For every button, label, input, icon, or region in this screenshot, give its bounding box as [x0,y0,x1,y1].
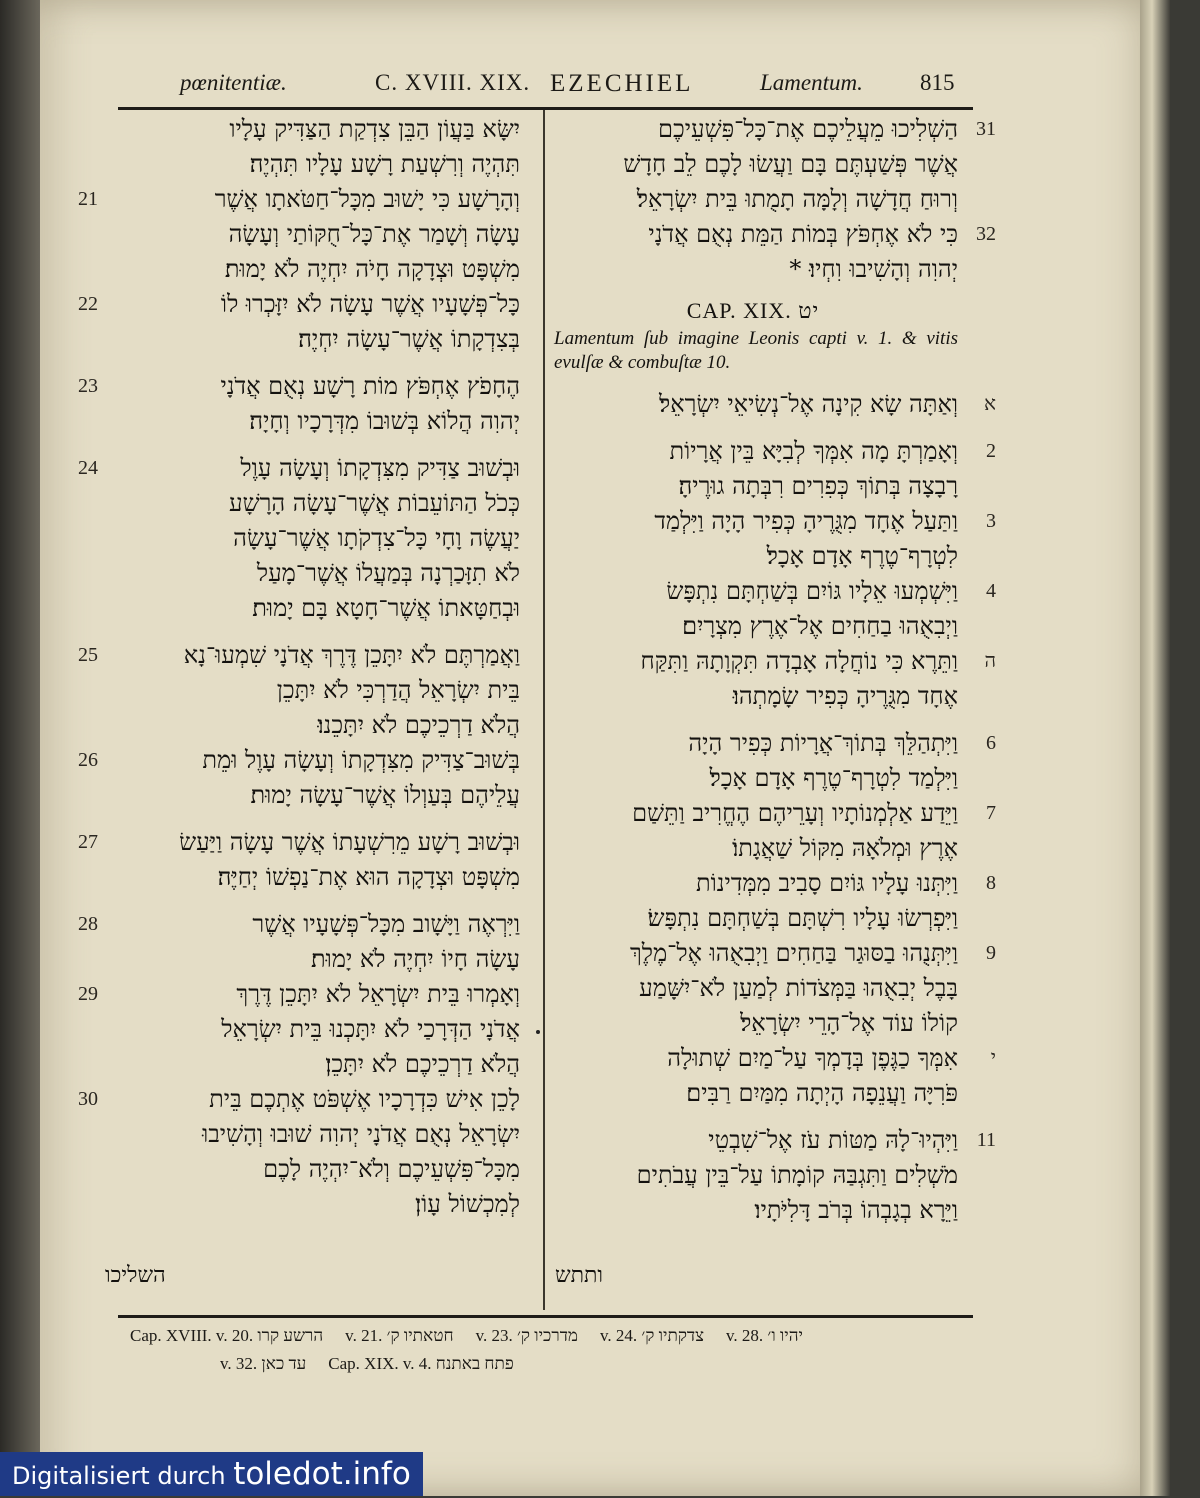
hebrew-text: אֲשֶׁר פְּשַׁעְתֶּם בָּם וַעֲשׂוּ לָכֶם לֵב חָדָשׁ [623,150,958,178]
masora-footnotes [130,1322,960,1378]
hebrew-text: הֲלֹא דַרְכֵיכֶם לֹא יִתָּכֵן׃ [325,1050,520,1078]
text-line [548,1006,958,1041]
verse-number: 7 [986,802,996,824]
text-line [100,673,520,708]
verse-number: 31 [976,118,996,140]
hebrew-text: בָּבֶל יְבִאֻהוּ בַּמְּצֹדוֹת לְמַעַן לֹא־יִשָּׁמַע [639,974,958,1002]
ink-dot [536,1030,540,1034]
text-line [78,451,520,486]
hebrew-text: מֹשְׁלִים וַתִּגְבַּהּ קוֹמָתוֹ עַל־בֵּין עֲבֹתִים [636,1161,958,1189]
hebrew-text: וְרוּחַ חֲדָשָׁה וְלָמָּה תָמֻתוּ בֵּית יִשְׂרָאֵל׃ [636,185,958,213]
chapter-summary: Lamentum ſub imagine Leonis capti v. 1. & vitis evulſæ & combuſtæ 10. [554,328,958,373]
verse-number: 21 [78,188,98,210]
hebrew-text: אֲדֹנָי הַדְּרָכַי לֹא יִתָּכְנוּ בֵּית יִשְׂרָאֵל [221,1015,520,1043]
hebrew-text: לֹא תִזָּכַרְנָה בְּמַעֲלוֹ אֲשֶׁר־מָעַל [256,559,520,587]
hebrew-text: אֶרֶץ וּמְלֹאָהּ מִקּוֹל שַׁאֲגָתוֹ׃ [732,834,958,862]
text-line [548,252,958,287]
verse-gap [100,357,520,369]
hebrew-text: כָּל־פְּשָׁעָיו אֲשֶׁר עָשָׂה לֹא יִזָּכְרוּ לוֹ [220,290,520,318]
footer-rule [118,1315,973,1318]
hebrew-text: וְאַתָּה שָׂא קִינָה אֶל־נְשִׂיאֵי יִשְׂרָאֵל׃ [659,390,958,418]
text-line [100,147,520,182]
verse-gap [548,1111,958,1123]
footnote-entry: v. 24. צדקתיו ק׳ [599,1326,705,1345]
text-line [100,708,520,743]
text-line [548,1193,958,1228]
verse-number: 26 [78,749,98,771]
footnote-entry: Cap. XVIII. v. 20. הרשע קרו [130,1326,324,1345]
text-line [78,369,520,404]
hebrew-text: בֵּית יִשְׂרָאֵל הֲדַרְכִּי לֹא יִתָּכֵן [276,676,520,704]
text-line [78,825,520,860]
verse-number: ה [984,650,996,672]
text-line [548,434,996,469]
text-line [100,556,520,591]
text-line [100,486,520,521]
text-line [548,387,996,422]
text-line [100,252,520,287]
hebrew-text: לִטְרָף־טֶרֶף אָדָם אָכָל׃ [766,542,958,570]
text-line [548,1041,996,1076]
text-line [548,574,996,609]
text-line [78,638,520,673]
hebrew-text: יְהוִה וְהָשִׁיבוּ וִחְיוּ׃ * [789,255,958,283]
verse-number: 2 [986,440,996,462]
hebrew-text: בְּצִדְקָתוֹ אֲשֶׁר־עָשָׂה יִחְיֶה׃ [298,325,520,353]
chapter-heading: CAP. XIX. יט [686,298,820,323]
text-line [548,469,958,504]
right-column-bottom [548,387,996,1228]
right-column-top [548,112,996,287]
verse-number: 22 [78,293,98,315]
hebrew-text: תִּהְיֶה וְרִשְׁעַת רָשָׁע עָלָיו תִּהְיֶה׃ [249,150,520,178]
text-line [548,831,958,866]
text-line [548,644,996,679]
verse-gap [100,895,520,907]
text-line [100,1117,520,1152]
verse-number: 32 [976,223,996,245]
verse-number: 6 [986,732,996,754]
text-line [548,1123,996,1158]
text-line [548,936,996,971]
text-line [100,591,520,626]
left-column [78,112,520,1222]
hebrew-text: יַעֲשֶׂה וָחָי כָּל־צִדְקֹתָו אֲשֶׁר־עָשָׂה [233,524,520,552]
hebrew-text: וּבְשׁוּב רָשָׁע מֵרִשְׁעָתוֹ אֲשֶׁר עָשָׂה וַיַּעַשׂ [179,828,520,856]
text-line [100,217,520,252]
verse-number: 23 [78,375,98,397]
verse-gap [100,813,520,825]
text-line [78,1082,520,1117]
hebrew-text: אֶחָד מִגֻּרֶיהָ כְּפִיר שָׂמָתְהוּ׃ [732,682,958,710]
text-line [548,796,996,831]
catchword-left: השליכו [105,1263,166,1288]
hebrew-text: וַתֵּרֶא כִּי נוֹחֲלָה אָבְדָה תִּקְוָתָהּ וַתִּקַּח [640,647,958,675]
verse-number: 25 [78,644,98,666]
hebrew-text: וְאָמְרוּ בֵּית יִשְׂרָאֵל לֹא יִתָּכֵן דֶּרֶךְ [236,980,520,1008]
hebrew-text: וַיֵּדַע אַלְמְנוֹתָיו וְעָרֵיהֶם הֶחֱרִיב וַתֵּשַׁם [632,799,958,827]
footnote-row [130,1350,960,1378]
hebrew-text: עָשָׂה חָיוֹ יִחְיֶה לֹא יָמוּת׃ [310,945,520,973]
hebrew-text: וַיִּרְאֶה וַיָּשָׁוב מִכָּל־פְּשָׁעָיו אֲשֶׁר [252,910,520,938]
hebrew-text: יְהוִה הֲלוֹא בְּשׁוּבוֹ מִדְּרָכָיו וְחָיָה׃ [249,407,520,435]
hebrew-text: יִשְׂרָאֵל נְאֻם אֲדֹנָי יְהוִה שׁוּבוּ וְהָשִׁיבוּ [202,1120,520,1148]
verse-number: 8 [986,872,996,894]
text-line [548,971,958,1006]
hebrew-text: וַיִּתְּנוּ עָלָיו גּוֹיִם סָבִיב מִמְּדִינוֹת [695,869,958,897]
hebrew-text: כְּכֹל הַתּוֹעֵבוֹת אֲשֶׁר־עָשָׂה הָרָשָׁע [229,489,520,517]
hebrew-text: הַשְׁלִיכוּ מֵעֲלֵיכֶם אֶת־כָּל־פִּשְׁעֵיכֶם [658,115,958,143]
text-line [78,977,520,1012]
hebrew-text: וְהָרָשָׁע כִּי יָשׁוּב מִכָּל־חַטֹּאתָו אֲשֶׁר [214,185,520,213]
text-line [78,743,520,778]
text-line [548,112,996,147]
text-line [548,147,958,182]
footnote-entry: v. 21. חטאתיו ק׳ [345,1326,454,1345]
column-divider [543,110,545,1310]
page-edge [1140,0,1170,1496]
hebrew-text: וַיִּלְמַד לִטְרָף־טֶרֶף אָדָם אָכָל׃ [709,764,958,792]
book-spine [0,0,40,1496]
footnote-entry: v. 23. מדרכיו ק׳ [475,1326,578,1345]
header-left: pœnitentiæ. [180,70,287,95]
hebrew-text: מִשְׁפָּט וּצְדָקָה חָיֹה יִחְיֶה לֹא יָמוּת׃ [224,255,520,283]
verse-gap [100,439,520,451]
text-line [100,1047,520,1082]
verse-gap [548,422,958,434]
verse-number: 28 [78,913,98,935]
header-right: Lamentum. [760,70,863,95]
hebrew-text: וַיִּהְיוּ־לָהּ מַטּוֹת עֹז אֶל־שִׁבְטֵי [708,1126,958,1154]
running-header [130,70,970,104]
page-number: 815 [920,70,955,95]
watermark-prefix: Digitalisiert durch [12,1462,226,1490]
hebrew-text: וַיִּשְׁמְעוּ אֵלָיו גּוֹיִם בְּשַׁחְתָּם נִתְפָּשׂ [666,577,958,605]
text-line [100,1187,520,1222]
text-line [548,609,958,644]
text-line [100,860,520,895]
hebrew-text: קוֹלוֹ עוֹד אֶל־הָרֵי יִשְׂרָאֵל׃ [740,1009,958,1037]
text-line [548,726,996,761]
text-line [100,404,520,439]
footnote-row [130,1322,960,1350]
verse-number: 4 [986,580,996,602]
right-column [548,112,996,1228]
text-line [100,1012,520,1047]
hebrew-text: הֶחָפֹץ אֶחְפֹּץ מוֹת רָשָׁע נְאֻם אֲדֹנָי [220,372,520,400]
hebrew-text: רָבָצָה בְּתוֹךְ כְּפִרִים רִבְּתָה גוּרֶיהָ׃ [678,472,958,500]
hebrew-text: וּבְשׁוּב צַדִּיק מִצִּדְקָתוֹ וְעָשָׂה עָוֶל [240,454,520,482]
text-line [548,679,958,714]
hebrew-text: וְאָמַרְתָּ מָה אִמְּךָ לְבִיָּא בֵּין אֲרָיוֹת [669,437,958,465]
text-line [100,778,520,813]
verse-number: א [983,393,996,415]
verse-number: 3 [986,510,996,532]
text-line [78,907,520,942]
hebrew-text: וַאֲמַרְתֶּם לֹא יִתָּכֵן דֶּרֶךְ אֲדֹנָי שִׁמְעוּ־נָא [183,641,520,669]
verse-number: 11 [976,1129,996,1151]
text-line [100,942,520,977]
text-line [548,504,996,539]
text-line [548,866,996,901]
hebrew-text: כִּי לֹא אֶחְפֹּץ בְּמוֹת הַמֵּת נְאֻם אֲדֹנָי [648,220,958,248]
hebrew-text: וַיִּפְרְשׂוּ עָלָיו רִשְׁתָּם בְּשַׁחְתָּם נִתְפָּשׂ׃ [647,904,958,932]
hebrew-text: לָכֵן אִישׁ כִּדְרָכָיו אֶשְׁפֹּט אֶתְכֶם בֵּית [209,1085,520,1113]
verse-gap [548,714,958,726]
verse-gap [100,626,520,638]
verse-number: 29 [78,983,98,1005]
text-line [548,761,958,796]
text-line [78,287,520,322]
footnote-entry: v. 28. יהיו ו׳ [726,1326,803,1345]
verse-number: 27 [78,831,98,853]
hebrew-text: מִשְׁפָּט וּצְדָקָה הוּא אֶת־נַפְשׁוֹ יְחַיֶּה׃ [217,863,520,891]
hebrew-text: מִכָּל־פִּשְׁעֵיכֶם וְלֹא־יִהְיֶה לָכֶם [263,1155,520,1183]
hebrew-text: יִשָּׂא בַּעֲוֹן הַבֵּן צִדְקַת הַצַּדִּיק עָלָיו [229,115,520,143]
hebrew-text: וַיְבִאֻהוּ בַחַחִים אֶל־אֶרֶץ מִצְרָיִם׃ [682,612,958,640]
hebrew-text: וַיֵּרָא בְגָבְהוֹ בְּרֹב דָּלִיֹּתָיו׃ [754,1196,958,1224]
verse-number: 9 [986,942,996,964]
text-line [548,217,996,252]
text-line [100,322,520,357]
digitization-watermark[interactable] [0,1452,423,1496]
verse-number: 24 [78,457,98,479]
text-line [100,112,520,147]
hebrew-text: וַתַּעַל אֶחָד מִגֻּרֶיהָ כְּפִיר הָיָה וַיִּלְמַד [654,507,958,535]
hebrew-text: בְּשׁוּב־צַדִּיק מִצִּדְקָתוֹ וְעָשָׂה עָוֶל וּמֵת [202,746,520,774]
catchword-right: ותתש [555,1263,604,1288]
text-line [548,1076,958,1111]
hebrew-text: וַיִּתְּנֻהוּ בַסּוּגַר בַּחַחִים וַיְבִאֻהוּ אֶל־מֶלֶךְ [629,939,958,967]
header-book: EZECHIEL [550,70,694,97]
hebrew-text: הֲלֹא דַרְכֵיכֶם לֹא יִתָּכֵנוּ׃ [317,711,520,739]
text-line [548,901,958,936]
footnote-entry: v. 32. עד כאן [220,1354,307,1373]
hebrew-text: פֹּרִיָּה וַעֲנֵפָה הָיְתָה מִמַּיִם רַבִּים׃ [686,1079,958,1107]
verse-number: 30 [78,1088,98,1110]
footnote-entry: Cap. XIX. v. 4. פתח באתנח [328,1354,514,1373]
header-rule [118,107,973,110]
text-line [548,182,958,217]
verse-number: י [990,1047,996,1069]
header-chapter: C. XVIII. XIX. [375,70,531,95]
hebrew-text: וַיִּתְהַלֵּךְ בְּתוֹךְ־אֲרָיוֹת כְּפִיר הָיָה [688,729,958,757]
text-line [78,182,520,217]
hebrew-text: וּבְחַטָּאתוֹ אֲשֶׁר־חָטָא בָּם יָמוּת׃ [252,594,520,622]
watermark-brand: toledot.info [233,1456,411,1492]
hebrew-text: עֲלֵיהֶם בְּעַוְלוֹ אֲשֶׁר־עָשָׂה יָמוּת׃ [250,781,520,809]
text-line [548,1158,958,1193]
text-line [548,539,958,574]
text-line [100,1152,520,1187]
hebrew-text: לְמִכְשׁוֹל עָוֹן׃ [414,1190,520,1218]
hebrew-text: עָשָׂה וְשָׁמַר אֶת־כָּל־חֻקּוֹתַי וְעָשָׂה [228,220,520,248]
text-line [100,521,520,556]
hebrew-text: אִמְּךָ כַגֶּפֶן בְּדָמְךָ עַל־מַיִם שְׁתוּלָה [667,1044,958,1072]
